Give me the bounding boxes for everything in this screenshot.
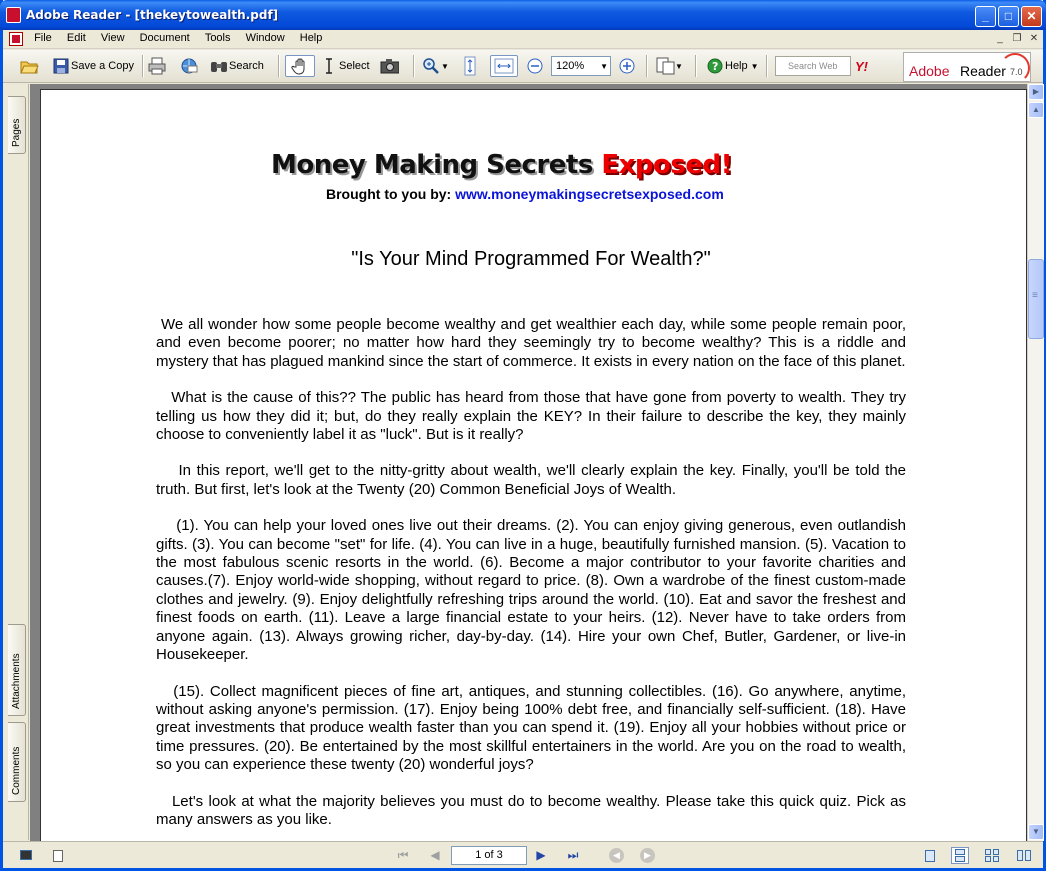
zoom-dropdown-icon[interactable]: ▼	[600, 62, 608, 71]
page-number-field[interactable]: 1 of 3	[451, 846, 527, 865]
toolbar-separator	[646, 55, 648, 77]
search-button[interactable]	[209, 55, 264, 77]
paragraph: Let's look at what the majority believes you must do to become wealthy. Please take this quick quiz. Pick as many answers as you like.	[156, 792, 911, 828]
toolbar-separator	[142, 55, 144, 77]
save-copy-button[interactable]	[51, 55, 134, 77]
menu-tools[interactable]: Tools	[204, 32, 231, 44]
continuous-icon[interactable]	[951, 847, 969, 864]
tab-comments[interactable]	[8, 722, 26, 802]
yahoo-button[interactable]	[855, 55, 868, 77]
fullscreen-icon[interactable]	[17, 847, 35, 864]
hand-tool-button[interactable]	[285, 55, 315, 77]
open-folder-icon	[19, 56, 39, 76]
tab-attachments-label: Attachments	[11, 653, 22, 709]
report-title: "Is Your Mind Programmed For Wealth?"	[351, 248, 711, 270]
vertical-scrollbar[interactable]	[1027, 84, 1044, 841]
menu-view[interactable]: View	[100, 32, 125, 44]
pdf-page	[40, 89, 1027, 841]
toolbar-separator	[413, 55, 415, 77]
tab-attachments[interactable]	[8, 624, 26, 716]
snapshot-button[interactable]	[379, 55, 399, 77]
scroll-thumb[interactable]	[1028, 259, 1044, 339]
magnifier-icon	[421, 56, 441, 76]
zoom-in-button[interactable]	[617, 55, 637, 77]
select-tool-button[interactable]	[319, 55, 370, 77]
panel-toggle-arrow-icon[interactable]: ▶	[1028, 84, 1044, 100]
zoom-out-button[interactable]	[525, 55, 545, 77]
page-options-icon[interactable]	[49, 847, 67, 864]
paragraph: In this report, we'll get to the nitty-gritty about wealth, we'll clearly explain the key. Finally, you'll be told the truth. But first, let's look at the Twenty (20) Common Beneficial Joys of Wealth.	[156, 462, 911, 498]
toolbar	[3, 50, 1043, 83]
next-page-icon[interactable]: ▶	[536, 848, 546, 862]
menu-document[interactable]: Document	[139, 32, 190, 44]
header-black-text: Money Making Secrets	[271, 150, 593, 180]
menu-window[interactable]: Window	[245, 32, 285, 44]
doc-minimize-icon[interactable]: _	[997, 33, 1003, 44]
print-button[interactable]	[147, 55, 167, 77]
document-icon[interactable]	[9, 32, 23, 46]
pages-icon	[655, 56, 675, 76]
continuous-facing-icon[interactable]	[983, 847, 1001, 864]
menu-edit[interactable]: Edit	[66, 32, 86, 44]
menu-file[interactable]: File	[34, 32, 52, 44]
brand-reader: Reader	[960, 63, 1006, 79]
help-button[interactable]	[705, 55, 759, 77]
zoom-tool-dropdown-icon[interactable]: ▼	[441, 61, 449, 71]
camera-icon	[379, 56, 399, 76]
toolbar-separator	[766, 55, 768, 77]
header-red-text: Exposed!	[601, 150, 732, 180]
toolbar-separator	[278, 55, 280, 77]
facing-icon[interactable]	[1015, 847, 1033, 864]
fit-height-icon	[460, 56, 480, 76]
document-body	[156, 316, 911, 841]
paragraph: (15). Collect magnificent pieces of fine art, antiques, and stunning collectibles. (16). Go anywhere, anytime, without asking anyone's permission. (17). Enjoy being 100% debt free, and financially self-sufficient. (18). Have great investments that produce wealth faster than you can spend it. (19). Enjoy all your hobbies without price or time pressures. (20). Be entertained by the most skillful entertainers in the world. Are you on the road to wealth, so you can experience these twenty (20) wonderful joys?	[156, 682, 911, 774]
zoom-in-tool-button[interactable]	[421, 55, 449, 77]
help-icon	[705, 56, 725, 76]
doc-restore-icon[interactable]: ❐	[1012, 33, 1022, 44]
document-header-title	[271, 150, 791, 180]
search-web-input[interactable]: Search Web	[775, 56, 851, 76]
actual-size-button[interactable]	[460, 55, 480, 77]
text-cursor-icon	[319, 56, 339, 76]
select-label: Select	[339, 60, 370, 72]
page-display-dropdown-icon[interactable]: ▼	[675, 61, 683, 71]
first-page-icon[interactable]: ⏮	[397, 848, 409, 862]
menu-help[interactable]: Help	[299, 32, 323, 44]
save-copy-label: Save a Copy	[71, 60, 134, 72]
status-bar	[3, 841, 1043, 868]
zoom-level-field[interactable]	[551, 56, 611, 76]
document-view[interactable]	[30, 84, 1027, 841]
brought-label: Brought to you by:	[326, 186, 452, 202]
svg-text:?: ?	[712, 60, 719, 73]
previous-view-icon[interactable]: ◀	[609, 848, 624, 863]
adobe-reader-logo[interactable]	[903, 52, 1031, 82]
brought-by-line	[326, 186, 724, 202]
title-bar[interactable]	[0, 0, 1046, 30]
help-label: Help	[725, 60, 748, 72]
fit-width-button[interactable]	[490, 55, 518, 77]
maximize-button[interactable]: □	[998, 6, 1019, 27]
paragraph: (1). You can help your loved ones live out their dreams. (2). You can enjoy giving generous, even outlandish gifts. (3). You can become "set" for life. (4). You can live in a huge, beautifully furnished mansion. (5). Vacation to the most fabulous scenic resorts in the world. (6). Become a major contributor to your favorite charities and causes.(7). Enjoy world-wide shopping, without regard to price. (8). Own a wardrobe of the finest custom-made clothes and jewelry. (9). Enjoy delightfully refreshing trips around the world. (10). Eat and savor the freshest and finest foods on earth. (11). Leave a large financial estate to your heirs. (12). Never have to take orders from anyone again. (13). Always growing richer, day-by-day. (14). Hire your own Chef, Butler, Gardener, or live-in Housekeeper.	[156, 517, 911, 664]
tab-pages[interactable]	[8, 96, 26, 154]
menu-bar	[3, 30, 1043, 49]
zoom-level-value: 120%	[556, 60, 585, 72]
paragraph: What is the cause of this?? The public has heard from those that have gone from poverty to wealth. They try telling us how they did it; but, do they really explain the KEY? In their failure to describe the key, they mainly choose to conveniently label it as "luck". But is it really?	[156, 389, 911, 444]
window-title: Adobe Reader - [thekeytowealth.pdf]	[26, 8, 279, 22]
next-view-icon[interactable]: ▶	[640, 848, 655, 863]
toolbar-separator	[695, 55, 697, 77]
email-globe-icon	[179, 56, 199, 76]
single-page-icon[interactable]	[921, 847, 939, 864]
previous-page-icon[interactable]: ◀	[430, 848, 440, 862]
yahoo-logo: Y!	[855, 58, 868, 74]
brand-adobe: Adobe	[909, 63, 950, 79]
tab-comments-label: Comments	[11, 746, 22, 795]
website-link[interactable]: www.moneymakingsecretsexposed.com	[455, 186, 724, 202]
page-display-button[interactable]	[655, 55, 683, 77]
doc-close-icon[interactable]: ✕	[1029, 33, 1039, 44]
scroll-down-icon[interactable]: ▼	[1028, 824, 1044, 840]
minus-circle-icon	[525, 56, 545, 76]
close-button[interactable]: ✕	[1021, 6, 1042, 27]
floppy-icon	[51, 56, 71, 76]
tab-pages-label: Pages	[11, 118, 22, 147]
printer-icon	[147, 56, 167, 76]
email-button[interactable]	[179, 55, 199, 77]
hand-icon	[290, 56, 310, 76]
search-label: Search	[229, 60, 264, 72]
plus-circle-icon	[617, 56, 637, 76]
paragraph: We all wonder how some people become wealthy and get wealthier each day, while some people remain poor, and even become poorer; no matter how hard they seemingly try to become wealthy? This is a riddle and mystery that has plagued mankind since the start of commerce. It exists in every nation on the face of this planet.	[156, 316, 911, 370]
adobe-reader-icon	[6, 7, 21, 23]
brand-version: 7.0	[1010, 67, 1023, 77]
scroll-up-icon[interactable]: ▲	[1028, 102, 1044, 118]
help-dropdown-icon: ▼	[750, 61, 759, 71]
fit-width-icon	[494, 56, 514, 76]
binoculars-icon	[209, 56, 229, 76]
minimize-button[interactable]: _	[975, 6, 996, 27]
last-page-icon[interactable]: ⏭	[567, 848, 579, 862]
open-button[interactable]	[19, 55, 39, 77]
navigation-pane	[3, 84, 29, 840]
